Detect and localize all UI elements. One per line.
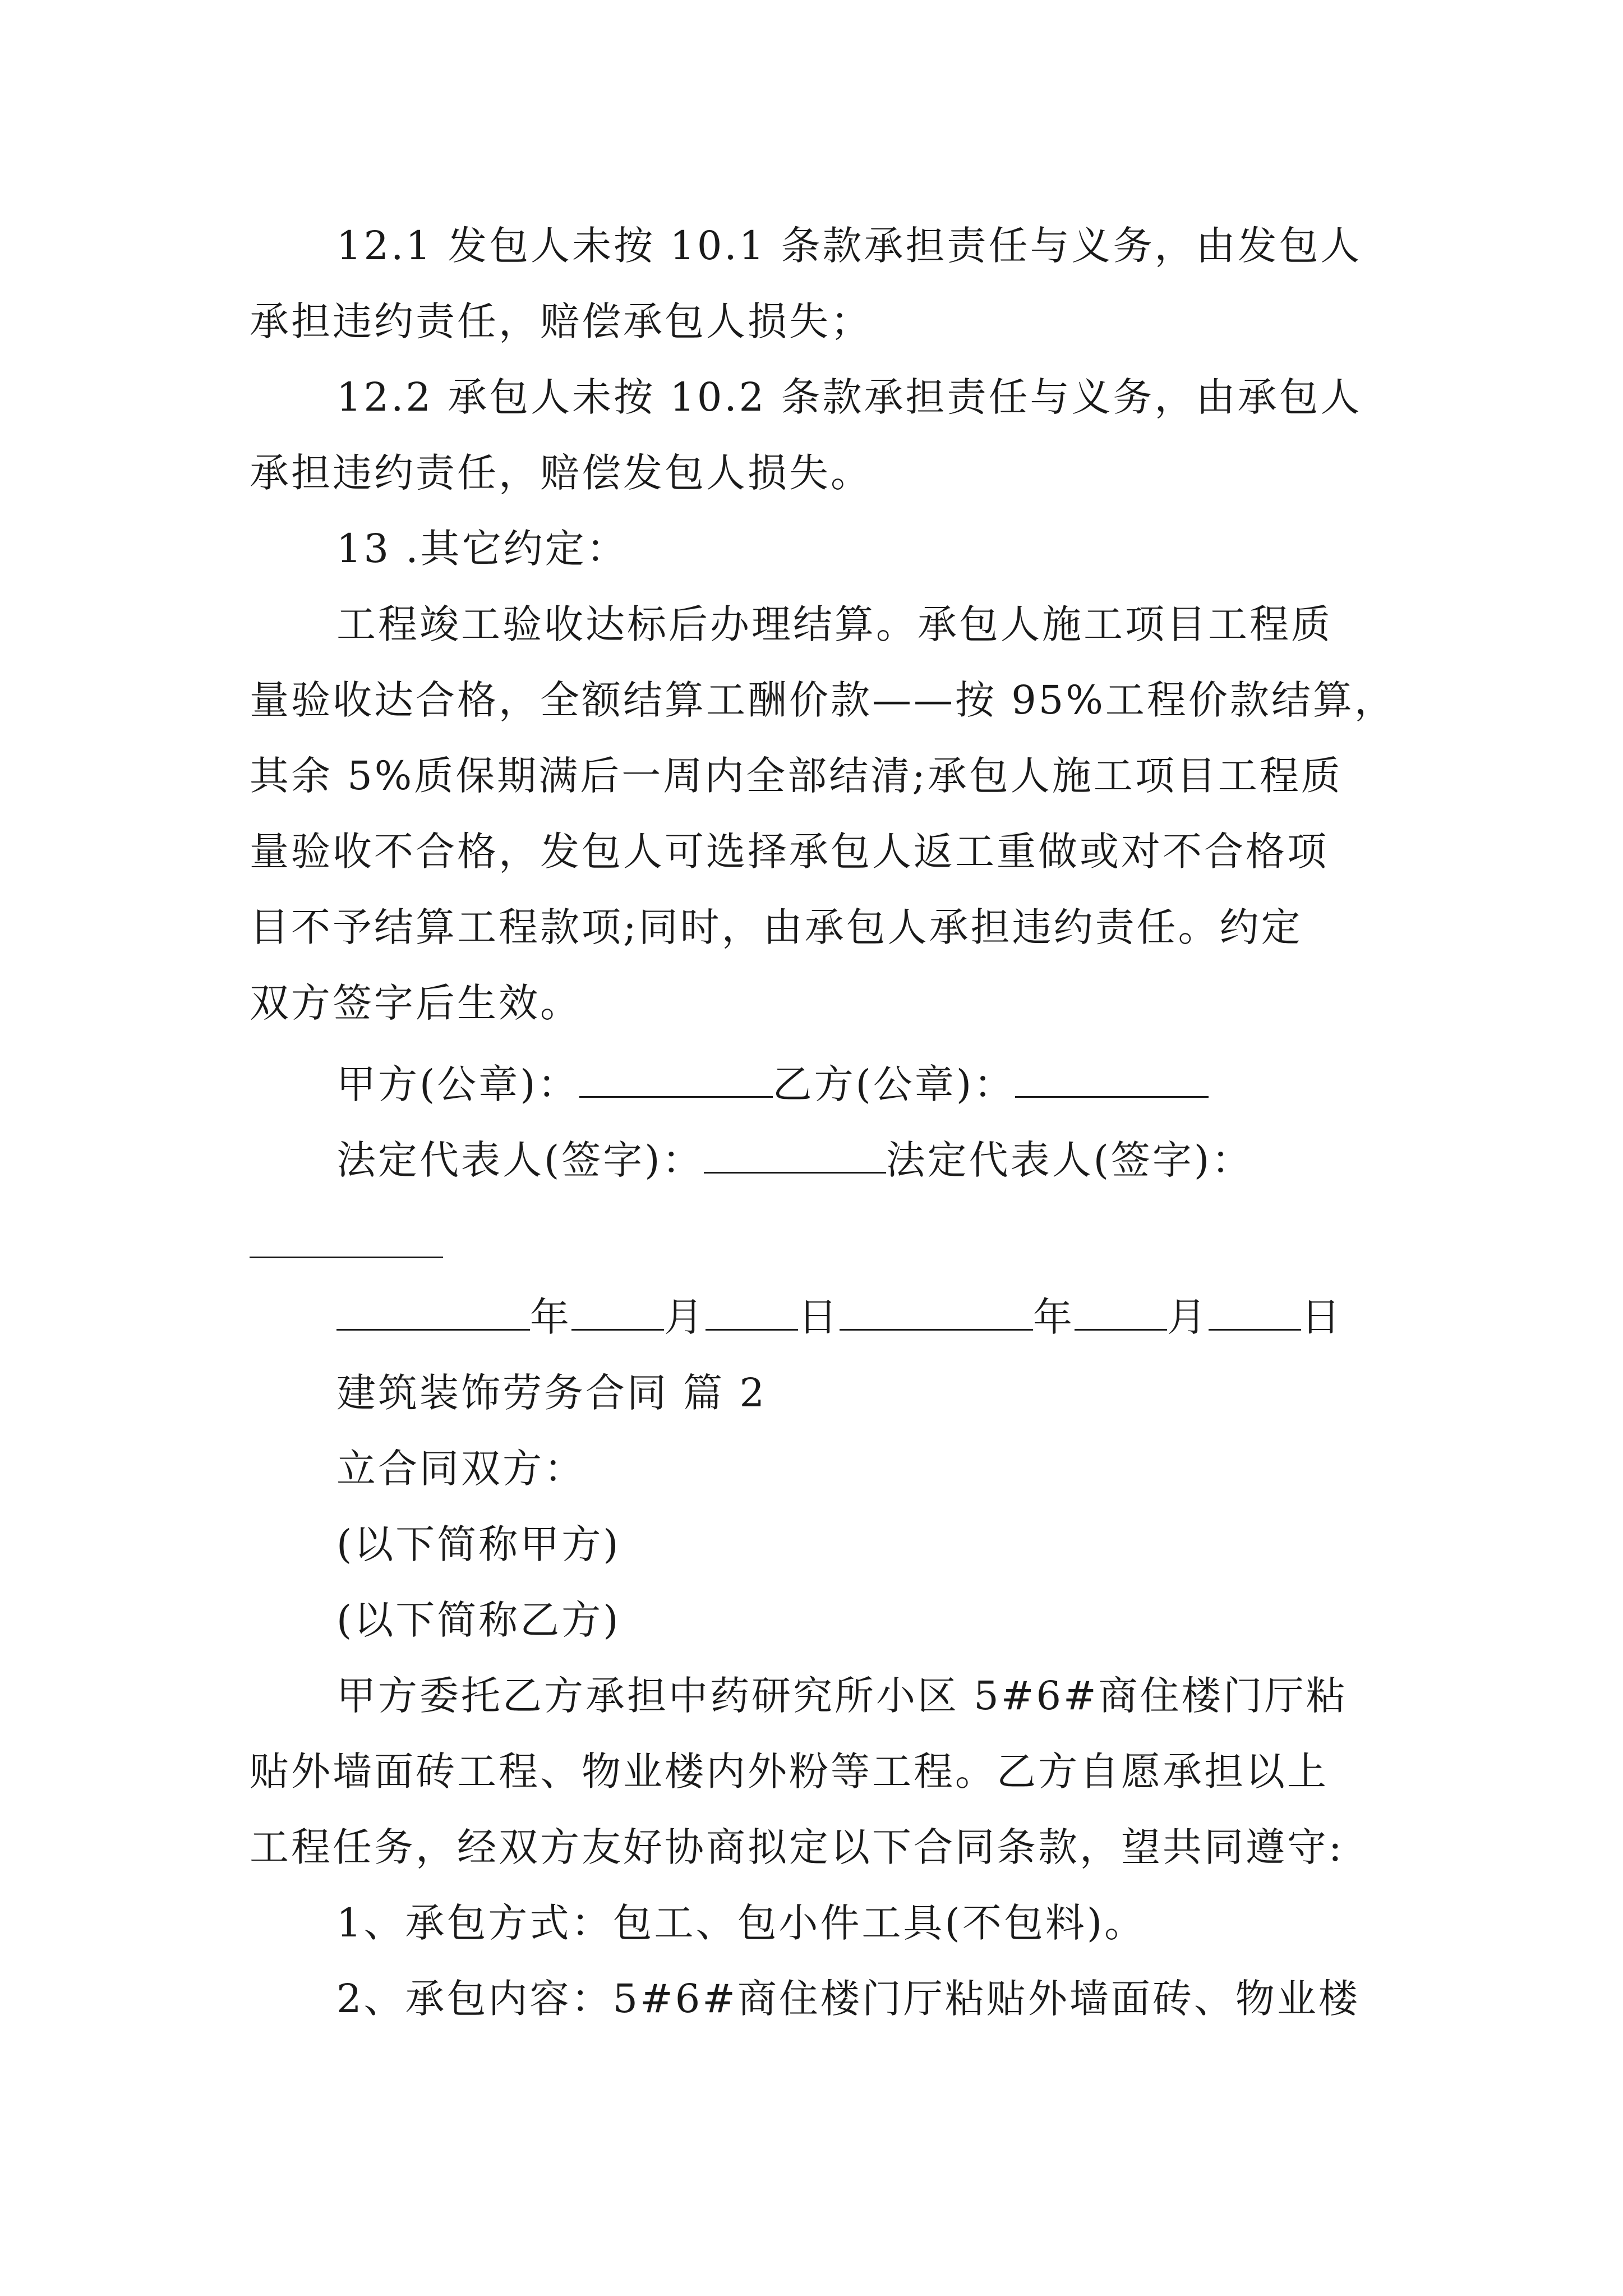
rep-b-label: 法定代表人(签字)： <box>886 1137 1253 1183</box>
intro-line-3: 工程任务，经双方友好协商拟定以下合同条款，望共同遵守: <box>250 1824 1344 1870</box>
party-a-seal-label: 甲方(公章)： <box>336 1061 579 1107</box>
date-row <box>336 1290 1343 1344</box>
settlement-line-4: 量验收不合格，发包人可选择承包人返工重做或对不合格项 <box>250 829 1329 875</box>
section-2-title: 建筑装饰劳务合同 篇 2 <box>336 1370 767 1416</box>
clause-13-heading: 13 .其它约定： <box>336 526 628 572</box>
date-b-month-label: 月 <box>1167 1294 1209 1340</box>
seal-row <box>336 1057 1399 1111</box>
date-b-month-blank[interactable] <box>1075 1292 1167 1331</box>
date-a-month-blank[interactable] <box>571 1292 664 1331</box>
intro-line-2: 贴外墙面砖工程、物业楼内外粉等工程。乙方自愿承担以上 <box>250 1749 1329 1795</box>
party-b-seal-label: 乙方(公章)： <box>772 1061 1016 1107</box>
settlement-line-6: 双方签字后生效。 <box>250 980 582 1026</box>
rep-a-label: 法定代表人(签字)： <box>336 1137 704 1183</box>
date-b-day-blank[interactable] <box>1209 1292 1301 1331</box>
party-a-seal-blank[interactable] <box>579 1059 773 1098</box>
rep-b-blank[interactable] <box>250 1257 443 1258</box>
date-a-day-label: 日 <box>798 1294 840 1340</box>
party-b-seal-blank[interactable] <box>1015 1059 1209 1098</box>
date-a-day-blank[interactable] <box>706 1292 798 1331</box>
settlement-line-3: 其余 5%质保期满后一周内全部结清;承包人施工项目工程质 <box>250 753 1343 799</box>
clause-12-2-line-1: 12.2 承包人未按 10.2 条款承担责任与义务，由承包人 <box>336 374 1362 420</box>
date-a-year-blank[interactable] <box>336 1292 530 1331</box>
clause-12-1-line-2: 承担违约责任，赔偿承包人损失； <box>250 298 872 344</box>
date-a-year-label: 年 <box>530 1294 571 1340</box>
settlement-line-2: 量验收达合格，全额结算工酬价款——按 95%工程价款结算， <box>250 677 1396 723</box>
date-a-month-label: 月 <box>664 1294 706 1340</box>
party-b-reference: (以下简称乙方) <box>336 1597 621 1643</box>
intro-line-1: 甲方委托乙方承担中药研究所小区 5#6#商住楼门厅粘 <box>336 1673 1348 1719</box>
date-b-year-label: 年 <box>1033 1294 1075 1340</box>
settlement-line-1: 工程竣工验收达标后办理结算。承包人施工项目工程质 <box>336 601 1332 647</box>
rep-a-blank[interactable] <box>704 1135 886 1174</box>
clause-1-contract-mode: 1、承包方式：包工、包小件工具(不包料)。 <box>336 1900 1146 1946</box>
clause-12-2-line-2: 承担违约责任，赔偿发包人损失。 <box>250 450 872 496</box>
party-a-reference: (以下简称甲方) <box>336 1521 621 1567</box>
date-b-year-blank[interactable] <box>840 1292 1033 1331</box>
date-b-day-label: 日 <box>1301 1294 1343 1340</box>
contract-parties-label: 立合同双方： <box>336 1446 585 1492</box>
settlement-line-5: 目不予结算工程款项;同时，由承包人承担违约责任。约定 <box>250 904 1303 950</box>
clause-2-contract-scope: 2、承包内容：5#6#商住楼门厅粘贴外墙面砖、物业楼 <box>336 1976 1360 2022</box>
clause-12-1-line-1: 12.1 发包人未按 10.1 条款承担责任与义务，由发包人 <box>336 223 1362 269</box>
representative-row <box>336 1133 1399 1187</box>
